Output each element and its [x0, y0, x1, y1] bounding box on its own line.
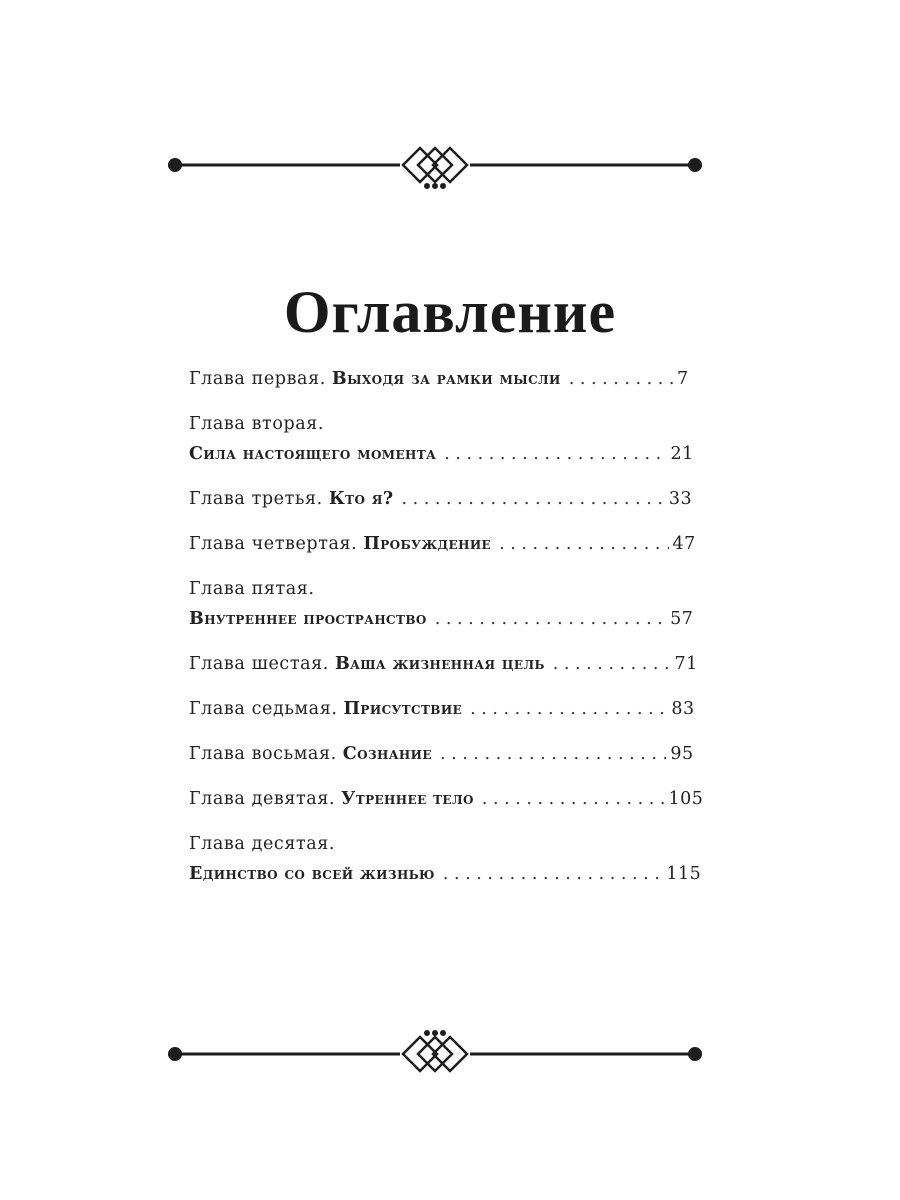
dot-leader	[499, 529, 668, 559]
toc-entry	[189, 484, 693, 514]
dot-leader	[444, 439, 666, 469]
chapter-title: Единство со всей жизнью	[189, 864, 435, 884]
chapter-number: Глава седьмая.	[189, 699, 338, 719]
chapter-title: Выходя за рамки мысли	[331, 369, 561, 389]
table-of-contents	[189, 364, 704, 904]
toc-entry	[189, 694, 695, 724]
toc-entry	[189, 574, 694, 634]
chapter-number: Глава третья.	[189, 489, 323, 509]
dot-leader	[470, 694, 667, 724]
toc-entry	[189, 784, 704, 814]
toc-entry	[189, 649, 698, 679]
dot-leader	[553, 649, 671, 679]
chapter-number: Глава пятая.	[189, 579, 315, 599]
chapter-title: Присутствие	[343, 699, 463, 719]
chapter-number: Глава восьмая.	[189, 744, 337, 764]
bottom-ornament	[165, 1024, 705, 1084]
page-number: 105	[668, 789, 704, 809]
chapter-title: Пробуждение	[363, 534, 492, 554]
dot-leader	[435, 604, 666, 634]
toc-entry	[189, 409, 694, 469]
page-number: 7	[677, 369, 689, 389]
page-number: 33	[668, 489, 693, 509]
chapter-number: Глава десятая.	[189, 834, 336, 854]
chapter-title: Ваша жизненная цель	[334, 654, 545, 674]
chapter-title: Внутреннее пространство	[189, 609, 427, 629]
toc-entry	[189, 529, 696, 559]
page-number: 71	[674, 654, 698, 674]
page-number: 57	[670, 609, 694, 629]
chapter-title: Утреннее тело	[341, 789, 474, 809]
dot-leader	[401, 484, 664, 514]
dot-leader	[443, 859, 663, 889]
toc-entry	[189, 364, 689, 394]
page-number: 47	[672, 534, 696, 554]
chapter-number: Глава девятая.	[189, 789, 336, 809]
page-number: 95	[670, 744, 694, 764]
dot-leader	[569, 364, 673, 394]
chapter-number: Глава первая.	[189, 369, 326, 389]
page-number: 115	[666, 864, 702, 884]
dot-leader	[482, 784, 665, 814]
chapter-number: Глава четвертая.	[189, 534, 358, 554]
chapter-title: Сила настоящего момента	[189, 444, 437, 464]
chapter-title: Кто я?	[328, 489, 394, 509]
page-title: Оглавление	[283, 279, 617, 346]
top-ornament	[165, 135, 705, 195]
page-number: 83	[671, 699, 695, 719]
toc-entry	[189, 829, 702, 889]
toc-entry	[189, 739, 694, 769]
chapter-number: Глава шестая.	[189, 654, 329, 674]
chapter-number: Глава вторая.	[189, 414, 325, 434]
chapter-title: Сознание	[342, 744, 432, 764]
page-number: 21	[670, 444, 694, 464]
dot-leader	[440, 739, 666, 769]
